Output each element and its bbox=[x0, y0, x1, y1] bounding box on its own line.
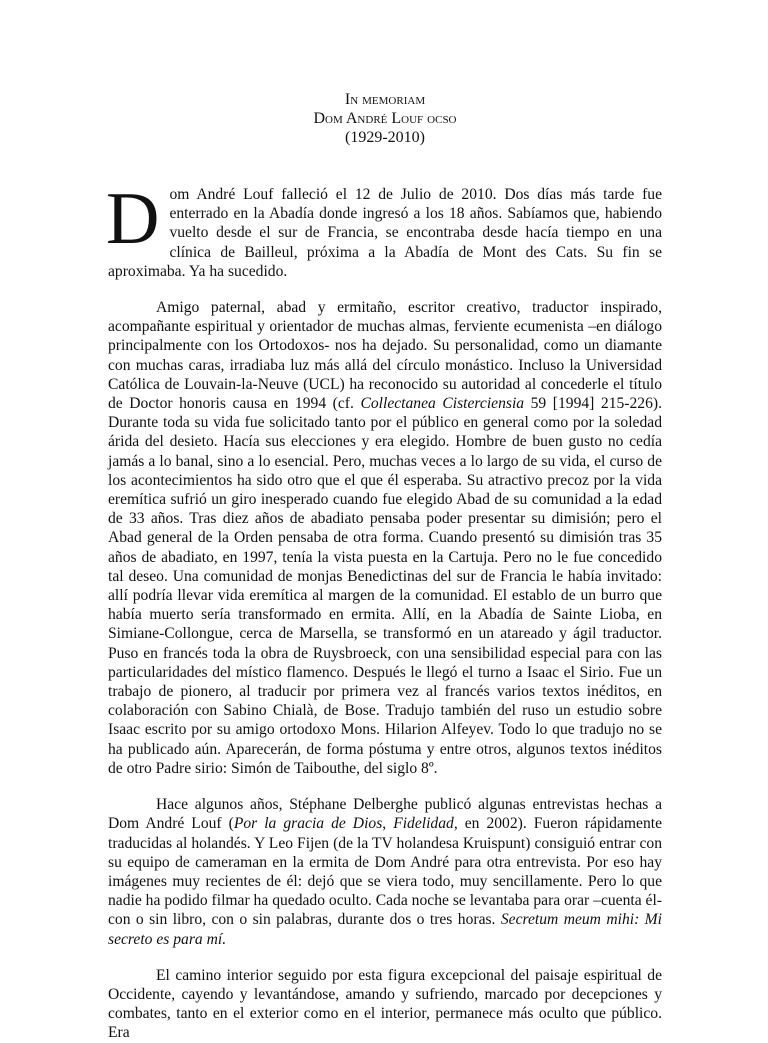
paragraph-2-text-a: Amigo paternal, abad y ermitaño, escritor creativo, traductor inspirado, acompañante espiritual y orientador de muchas almas, ferviente ecumenista –en diálogo principalmente con los Ortodoxos- nos ha dejado. Su personalidad, como un diamante con muchas caras, irradiaba luz más allá del círculo monástico. Incluso la Universidad Católica de Louvain-la-Neuve (UCL) ha reconocido su autoridad al concederle el título de Doctor honoris causa en 1994 (cf. bbox=[108, 299, 662, 413]
paragraph-3 bbox=[108, 795, 662, 949]
paragraph-2-text-b: 59 [1994] 215-226). Durante toda su vida fue solicitado tanto por el público en general como por la soledad árida del desieto. Hacía sus elecciones y era elegido. Hombre de buen gusto no cedía jamás a lo banal, sino a lo esencial. Pero, muchas veces a lo largo de su vida, el curso de los acontecimientos ha sido otro que el que él esperaba. Su atractivo precoz por la vida eremítica sufrió un giro inesperado cuando fue elegido Abad de su comunidad a la edad de 33 años. Tras diez años de abadiato pensaba poder presentar su dimisión; pero el Abad general de la Orden pensaba de otra forma. Cuando presentó su dimisión tras 35 años de abadiato, en 1997, tenía la vista puesta en la Cartuja. Pero no le fue concedido tal deseo. Una comunidad de monjas Benedictinas del sur de Francia le había invitado: allí podría llevar vida eremítica al margen de la comunidad. El establo de un burro que había muerto sería transformado en ermita. Allí, en la Abadía de Sainte Lioba, en Simiane-Collongue, cerca de Marsella, se transformó en un atareado y ágil traductor. Puso en francés toda la obra de Ruysbroeck, con una sensibilidad especial para con las particularidades del místico flamenco. Después le llegó el turno a Isaac el Sirio. Fue un trabajo de pionero, al traducir por primera vez al francés varios textos inéditos, en colaboración con Sabino Chialà, de Bose. Tradujo también del ruso un estudio sobre Isaac escrito por su amigo ortodoxo Mons. Hilarion Alfeyev. Todo lo que tradujo no se ha publicado aún. Aparecerán, de forma póstuma y entre otros, algunos textos inéditos de otro Padre sirio: Simón de Taibouthe, del siglo 8º. bbox=[108, 395, 662, 777]
paragraph-3-italic-2: Fidelidad bbox=[393, 815, 454, 833]
paragraph-4-text: El camino interior seguido por esta figura excepcional del paisaje espiritual de Occidente, cayendo y levantándose, amando y sufriendo, marcado por decepciones y combates, tanto en el exterior como en el interior, permanece más oculto que público. Era bbox=[108, 966, 662, 1042]
paragraph-3-italic-3: Secretum meum mihi: Mi secreto es para mí. bbox=[108, 911, 662, 948]
document-header bbox=[108, 90, 662, 147]
article-body bbox=[106, 178, 662, 1043]
paragraph-1 bbox=[106, 178, 662, 281]
paragraph-3-text-c: , en 2002). Fueron rápidamente traducidas al holandés. Y Leo Fijen (de la TV holandesa Kruispunt) consiguió entrar con su equipo de cameraman en la ermita de Dom André para otra entrevista. Por eso hay imágenes muy recientes de él: dejó que se viera todo, muy sencillamente. Pero lo que nadie ha podido filmar ha quedado oculto. Cada noche se levantaba para orar –cuenta él- con o sin libro, con o sin palabras, durante dos o tres horas. bbox=[108, 815, 662, 929]
header-in-memoriam: In memoriam bbox=[344, 91, 426, 108]
paragraph-4 bbox=[108, 966, 662, 1043]
paragraph-2-italic: Collectanea Cisterciensia bbox=[360, 395, 525, 413]
document-page bbox=[106, 0, 662, 1042]
header-name: Dom André Louf ocso bbox=[313, 110, 457, 127]
drop-cap: D bbox=[106, 178, 160, 260]
paragraph-1-text: om André Louf falleció el 12 de Julio de 2010. Dos días más tarde fue enterrado en la Abadía donde ingresó a los 18 años. Sabíamos que, habiendo vuelto desde el sur de Francia, se encontraba desde hacía tiempo en una clínica de Bailleul, próxima a la Abadía de Mont des Cats. Su fin se aproximaba. Ya ha sucedido. bbox=[108, 186, 662, 280]
header-years: (1929-2010) bbox=[345, 129, 425, 146]
paragraph-2 bbox=[108, 298, 662, 778]
paragraph-3-italic-1: Por la gracia de Dios bbox=[233, 815, 383, 833]
paragraph-3-text-b: , bbox=[382, 815, 394, 833]
paragraph-3-text-a: Hace algunos años, Stéphane Delberghe publicó algunas entrevistas hechas a Dom André Louf ( bbox=[108, 796, 662, 833]
